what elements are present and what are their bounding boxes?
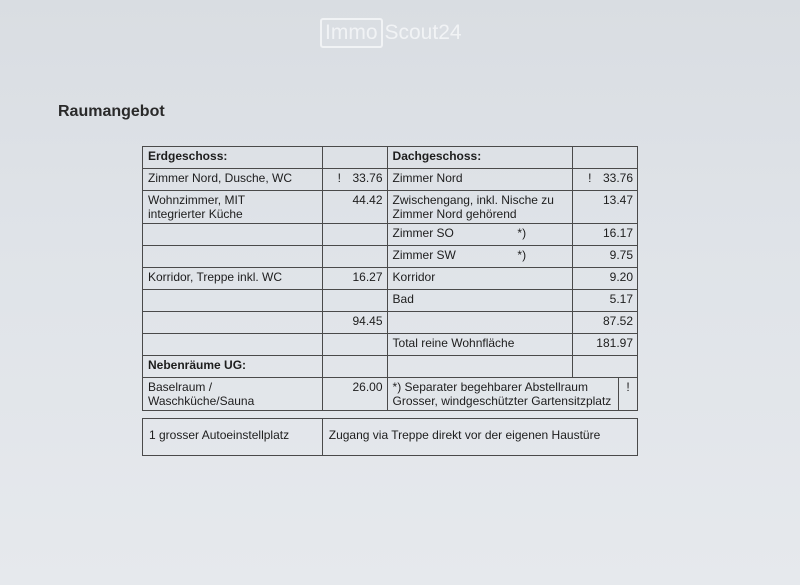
total-value: 181.97 [573, 334, 638, 356]
table-cell [387, 191, 573, 224]
erdgeschoss-header: Erdgeschoss: [143, 147, 323, 169]
table-cell: Baselraum / Waschküche/Sauna [143, 378, 323, 411]
area-value: 9.75 [573, 246, 638, 268]
parking-table [142, 418, 638, 456]
table-cell: Zimmer Nord, Dusche, WC [143, 169, 323, 191]
table-row [143, 356, 638, 378]
table-cell [143, 290, 323, 312]
table-row [388, 378, 637, 410]
area-value: 9.20 [573, 268, 638, 290]
table-cell [143, 224, 323, 246]
note-cell [387, 378, 637, 411]
table-cell [573, 147, 638, 169]
exclamation-mark: ! [588, 171, 592, 185]
table-cell [322, 290, 387, 312]
table-cell [322, 356, 387, 378]
table-cell [322, 334, 387, 356]
table-cell: Korridor [387, 268, 573, 290]
area-value: 13.47 [573, 191, 638, 224]
footnote-marker: *) [517, 248, 527, 262]
subtotal-value: 87.52 [573, 312, 638, 334]
note-text [388, 378, 619, 410]
table-cell [143, 334, 323, 356]
table-row [143, 224, 638, 246]
exclamation-mark: ! [337, 171, 342, 185]
cell-line: Zwischengang, inkl. Nische zu [392, 193, 554, 207]
area-value: 33.76 [602, 171, 633, 185]
immoscout24-watermark [320, 18, 462, 48]
nebenraeume-header: Nebenräume UG: [143, 356, 323, 378]
table-row [143, 312, 638, 334]
exclamation-mark: ! [626, 380, 630, 394]
area-value: 44.42 [322, 191, 387, 224]
dachgeschoss-header: Dachgeschoss: [387, 147, 573, 169]
table-cell [322, 169, 387, 191]
table-row [143, 246, 638, 268]
parking-right: Zugang via Treppe direkt vor der eigenen Haustüre [322, 419, 637, 456]
table-row [143, 169, 638, 191]
parking-left: 1 grosser Autoeinstellplatz [143, 419, 323, 456]
table-cell [322, 246, 387, 268]
room-label: Zimmer SW [392, 248, 456, 262]
room-label: Zimmer SO [392, 226, 454, 240]
table-row [143, 334, 638, 356]
total-label: Total reine Wohnfläche [387, 334, 573, 356]
area-value: 16.27 [322, 268, 387, 290]
area-value: 16.17 [573, 224, 638, 246]
cell-line: Grosser, windgeschützter Gartensitzplatz [392, 394, 612, 408]
cell-line: Wohnzimmer, MIT [148, 193, 246, 207]
table-row [143, 191, 638, 224]
table-row [143, 147, 638, 169]
watermark-text: Scout24 [384, 21, 462, 44]
table-row [143, 290, 638, 312]
area-value: 5.17 [573, 290, 638, 312]
table-cell [387, 312, 573, 334]
cell-line: integrierter Küche [148, 207, 243, 221]
table-row [143, 419, 638, 456]
area-value: 26.00 [322, 378, 387, 411]
area-value: 33.76 [352, 171, 383, 185]
table-cell [322, 224, 387, 246]
watermark-box: Immo [320, 18, 383, 48]
table-cell [573, 356, 638, 378]
table-cell [387, 356, 573, 378]
table-cell: Korridor, Treppe inkl. WC [143, 268, 323, 290]
note-inner [388, 378, 637, 410]
table-cell: Bad [387, 290, 573, 312]
table-cell [143, 312, 323, 334]
cell-line: Zimmer Nord gehörend [392, 207, 517, 221]
table-row [143, 268, 638, 290]
table-cell [143, 246, 323, 268]
table-row [143, 378, 638, 411]
table-cell [573, 169, 638, 191]
room-table [142, 146, 638, 411]
page-title: Raumangebot [58, 103, 165, 120]
table-cell [322, 147, 387, 169]
table-cell [387, 246, 573, 268]
cell-line: *) Separater begehbarer Abstellraum [392, 380, 588, 394]
table-cell: Zimmer Nord [387, 169, 573, 191]
table-cell [143, 191, 323, 224]
footnote-marker: *) [517, 226, 527, 240]
subtotal-value: 94.45 [322, 312, 387, 334]
table-cell [387, 224, 573, 246]
